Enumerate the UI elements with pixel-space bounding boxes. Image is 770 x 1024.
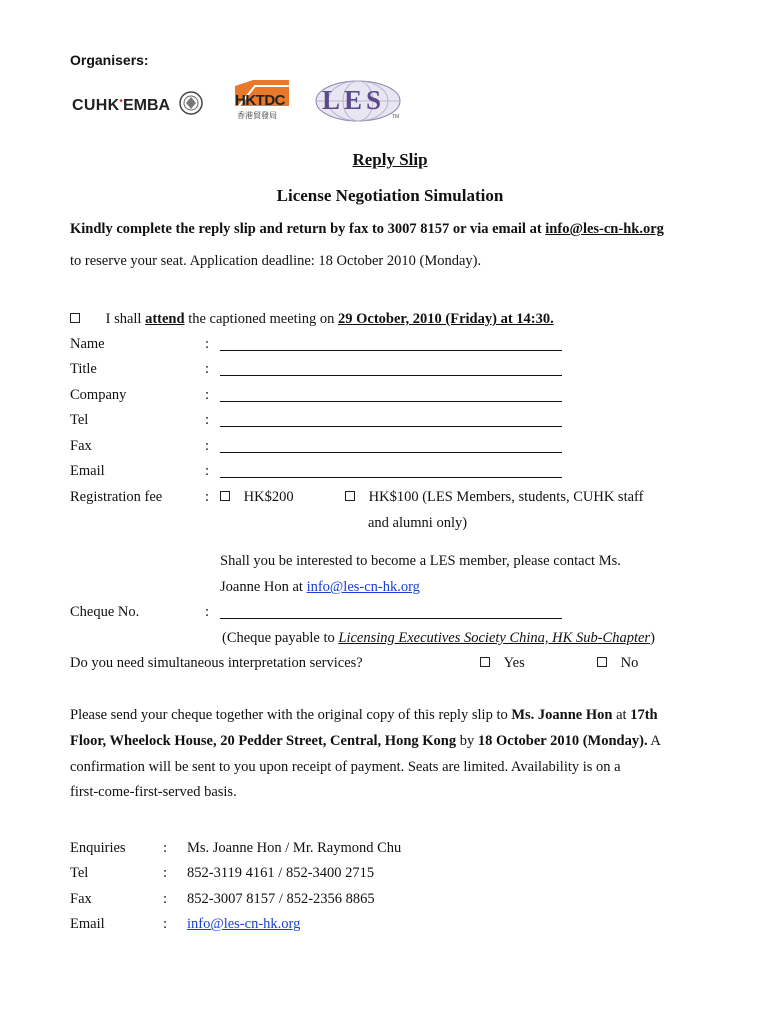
contact-value-enquiries: Ms. Joanne Hon / Mr. Raymond Chu	[187, 840, 402, 856]
send-line-1	[70, 707, 658, 724]
send-line-3: confirmation will be sent to you upon receipt of payment. Seats are limited. Availability is on a	[70, 759, 621, 775]
cuhk-logo-dot: •	[119, 96, 123, 107]
registration-option-2[interactable]	[345, 489, 643, 506]
no-checkbox[interactable]	[597, 657, 607, 667]
cheque-input-line[interactable]	[220, 618, 562, 619]
attend-line	[70, 311, 554, 328]
send-text-1a: Please send your cheque together with the original copy of this reply slip to	[70, 707, 512, 723]
les-logo	[314, 80, 402, 124]
intro-email-link[interactable]: info@les-cn-hk.org	[545, 221, 664, 237]
field-colon: :	[205, 438, 210, 454]
hk100-checkbox[interactable]	[345, 491, 355, 501]
field-colon: :	[205, 336, 210, 352]
send-line-4: first-come-first-served basis.	[70, 784, 237, 800]
les-member-note-line-1: Shall you be interested to become a LES member, please contact Ms.	[220, 553, 621, 569]
intro-line-1	[70, 221, 664, 238]
name-input-line[interactable]	[220, 350, 562, 351]
registration-option-1[interactable]	[220, 489, 294, 506]
contact-colon: :	[163, 891, 168, 907]
send-floor: 17th	[630, 707, 658, 723]
field-colon: :	[205, 489, 210, 505]
tel-input-line[interactable]	[220, 426, 562, 427]
field-label-name: Name	[70, 336, 105, 352]
les-member-note-line-2	[220, 579, 420, 596]
contact-label-enquiries: Enquiries	[70, 840, 126, 856]
interpretation-question: Do you need simultaneous interpretation services?	[70, 655, 363, 671]
field-colon: :	[205, 463, 210, 479]
attend-text-pre: I shall	[105, 311, 146, 327]
field-label-company: Company	[70, 387, 127, 403]
contact-value-fax: 852-3007 8157 / 852-2356 8865	[187, 891, 375, 907]
hktdc-logo-subtext: 香港貿發局	[237, 111, 277, 120]
interpretation-no-option[interactable]	[597, 655, 638, 672]
email-input-line[interactable]	[220, 477, 562, 478]
cheque-note	[222, 630, 655, 647]
intro-text: Kindly complete the reply slip and return by fax to 3007 8157 or via email at	[70, 221, 546, 237]
field-colon: :	[205, 387, 210, 403]
send-text-1c: at	[612, 707, 631, 723]
attend-text-mid: the captioned meeting on	[184, 311, 338, 327]
hktdc-logo-text: HKTDC	[235, 92, 285, 109]
contact-label-email: Email	[70, 916, 105, 932]
cheque-label: Cheque No.	[70, 604, 140, 620]
field-label-fax: Fax	[70, 438, 92, 454]
page-subtitle: License Negotiation Simulation	[276, 186, 504, 205]
hk100-label: HK$100 (LES Members, students, CUHK staff	[368, 489, 644, 505]
attend-keyword: attend	[145, 311, 185, 327]
send-text-2b: by	[456, 733, 478, 749]
hk100-label-line-2: and alumni only)	[368, 515, 468, 531]
intro-line-2: to reserve your seat. Application deadline: 18 October 2010 (Monday).	[70, 253, 482, 269]
title-input-line[interactable]	[220, 375, 562, 376]
organisers-label: Organisers:	[70, 52, 149, 68]
send-line-2	[70, 733, 661, 750]
cuhk-logo-text: CUHK	[72, 97, 120, 114]
attend-date: 29 October, 2010 (Friday) at 14:30.	[338, 311, 554, 327]
contact-colon: :	[163, 840, 168, 856]
send-text-2d: A	[647, 733, 661, 749]
send-address: Floor, Wheelock House, 20 Pedder Street, Central, Hong Kong	[70, 733, 457, 749]
cheque-note-pre: (Cheque payable to	[222, 630, 339, 646]
les-tm-mark: TM	[392, 114, 400, 120]
yes-checkbox[interactable]	[480, 657, 490, 667]
contact-label-tel: Tel	[70, 865, 89, 881]
no-label: No	[620, 655, 639, 671]
hk200-label: HK$200	[243, 489, 294, 505]
contact-colon: :	[163, 916, 168, 932]
page-title: Reply Slip	[352, 150, 428, 169]
cuhk-crest-icon	[177, 90, 205, 116]
hk200-checkbox[interactable]	[220, 491, 230, 501]
field-colon: :	[205, 604, 210, 620]
fax-input-line[interactable]	[220, 452, 562, 453]
contact-value-tel: 852-3119 4161 / 852-3400 2715	[187, 865, 375, 881]
contact-colon: :	[163, 865, 168, 881]
field-colon: :	[205, 412, 210, 428]
contact-email-link[interactable]: info@les-cn-hk.org	[187, 916, 301, 932]
field-label-email: Email	[70, 463, 105, 479]
yes-label: Yes	[503, 655, 525, 671]
attend-checkbox[interactable]	[70, 313, 80, 323]
les-logo-text: LES	[322, 85, 386, 115]
emba-logo-text: EMBA	[122, 97, 171, 114]
field-label-title: Title	[70, 361, 97, 377]
cheque-payee: Licensing Executives Society China, HK Sub-Chapter	[338, 630, 651, 646]
les-member-note-text: Joanne Hon at	[220, 579, 307, 595]
hktdc-logo	[233, 80, 291, 124]
cheque-note-post: )	[650, 630, 655, 646]
company-input-line[interactable]	[220, 401, 562, 402]
send-deadline: 18 October 2010 (Monday).	[477, 733, 648, 749]
send-contact-name: Ms. Joanne Hon	[511, 707, 613, 723]
field-colon: :	[205, 361, 210, 377]
registration-label: Registration fee	[70, 489, 163, 505]
les-member-email-link[interactable]: info@les-cn-hk.org	[306, 579, 420, 595]
cuhk-emba-logo	[72, 90, 205, 114]
field-label-tel: Tel	[70, 412, 89, 428]
contact-label-fax: Fax	[70, 891, 92, 907]
interpretation-yes-option[interactable]	[480, 655, 525, 672]
